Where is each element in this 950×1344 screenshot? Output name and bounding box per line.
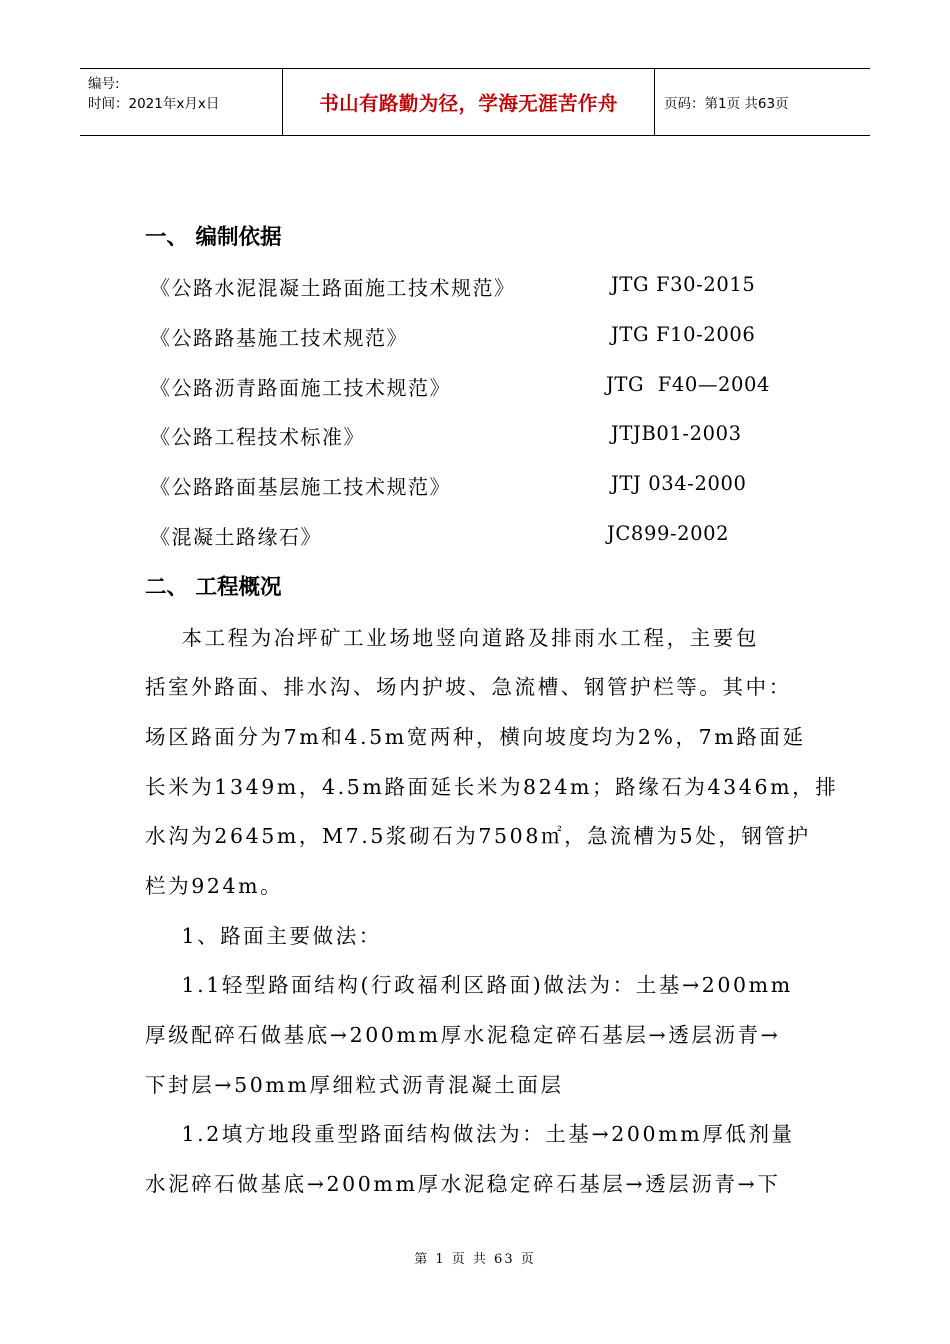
- reference-title: 《公路路面基层施工技术规范》: [150, 475, 451, 499]
- body-line: 长米为1349m，4.5m路面延长米为824m；路缘石为4346m，排: [145, 775, 839, 799]
- reference-code: JTJ 034-2000: [611, 472, 747, 495]
- reference-title: 《公路沥青路面施工技术规范》: [150, 376, 451, 400]
- body-line: 括室外路面、排水沟、场内护坡、急流槽、钢管护栏等。其中：: [145, 675, 792, 699]
- reference-code: JTG F10-2006: [611, 323, 756, 346]
- body-line: 1.2填方地段重型路面结构做法为：土基→200mm厚低剂量: [145, 1122, 795, 1146]
- body-line: 水泥碎石做基底→200mm厚水泥稳定碎石基层→透层沥青→下: [145, 1172, 781, 1196]
- reference-code: JC899-2002: [607, 522, 730, 545]
- body-line: 厚级配碎石做基底→200mm厚水泥稳定碎石基层→透层沥青→: [145, 1023, 781, 1047]
- body-line: 下封层→50mm厚细粒式沥青混凝土面层: [145, 1073, 564, 1097]
- header-meta-cell: [80, 69, 283, 135]
- reference-title: 《混凝土路缘石》: [150, 525, 322, 549]
- section-heading-overview: 二、 工程概况: [145, 575, 282, 600]
- header-motto: 书山有路勤为径，学海无涯苦作舟: [283, 69, 655, 135]
- body-line: 场区路面分为7m和4.5m宽两种，横向坡度均为2%，7m路面延: [145, 725, 806, 749]
- reference-title: 《公路水泥混凝土路面施工技术规范》: [150, 276, 516, 300]
- section-heading-basis: 一、 编制依据: [145, 225, 282, 250]
- document-time-label: 时间：2021年x月x日: [88, 96, 220, 112]
- body-line: 栏为924m。: [145, 874, 284, 898]
- reference-code: JTG F40—2004: [606, 373, 771, 396]
- document-number-label: 编号:: [88, 76, 120, 92]
- page-header: [80, 68, 870, 136]
- body-line: 1、路面主要做法：: [145, 924, 382, 948]
- body-line: 本工程为冶坪矿工业场地竖向道路及排雨水工程，主要包: [145, 626, 759, 650]
- page-footer: 第 1 页 共 63 页: [414, 1252, 536, 1267]
- reference-title: 《公路路基施工技术规范》: [150, 326, 408, 350]
- reference-code: JTJB01-2003: [611, 422, 742, 445]
- reference-title: 《公路工程技术标准》: [150, 425, 365, 449]
- reference-code: JTG F30-2015: [611, 273, 756, 296]
- body-line: 水沟为2645m，M7.5浆砌石为7508㎡，急流槽为5处，钢管护: [145, 824, 811, 848]
- header-page-number: 页码：第1页 共63页: [664, 96, 789, 112]
- body-line: 1.1轻型路面结构(行政福利区路面)做法为：土基→200mm: [145, 973, 793, 997]
